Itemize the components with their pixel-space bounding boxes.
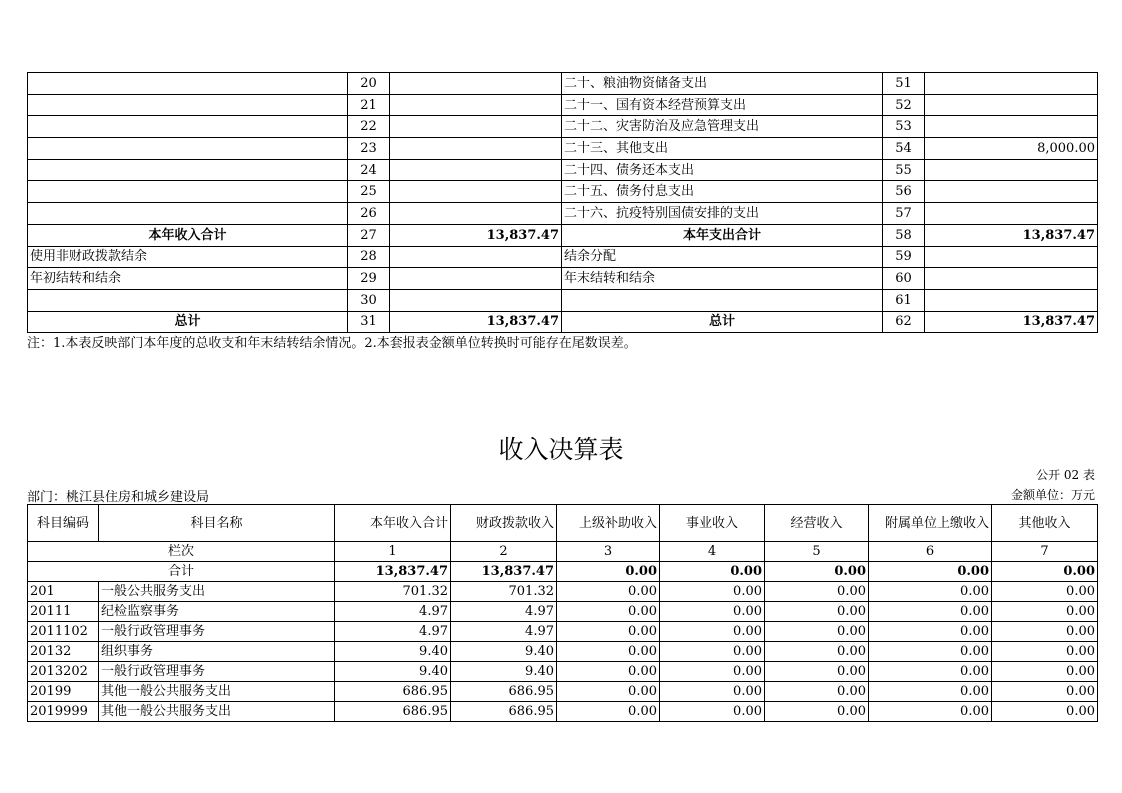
amount-cell: 0.00 xyxy=(992,622,1098,642)
unit-label: 金额单位：万元 xyxy=(1010,488,1095,502)
expense-item-cell: 本年支出合计 xyxy=(562,224,883,246)
expense-item-cell: 二十一、国有资本经营预算支出 xyxy=(562,94,883,116)
subject-name-cell: 其他一般公共服务支出 xyxy=(99,702,335,722)
amount-cell: 0.00 xyxy=(992,642,1098,662)
table-row xyxy=(28,582,1098,602)
amount-cell: 4.97 xyxy=(335,602,451,622)
amount-cell: 0.00 xyxy=(992,682,1098,702)
page-title: 收入决算表 xyxy=(498,435,624,464)
income-line-number: 28 xyxy=(348,246,390,268)
amount-cell: 0.00 xyxy=(660,682,765,702)
summary-row xyxy=(28,268,1098,290)
income-line-number: 22 xyxy=(348,116,390,138)
amount-cell: 9.40 xyxy=(451,642,557,662)
income-item-cell xyxy=(28,138,348,160)
col-number-cell: 3 xyxy=(557,542,660,562)
amount-cell: 0.00 xyxy=(557,682,660,702)
col-number-cell: 4 xyxy=(660,542,765,562)
header-cell: 上级补助收入 xyxy=(557,505,660,542)
income-line-number: 24 xyxy=(348,159,390,181)
amount-cell: 0.00 xyxy=(992,702,1098,722)
expense-amount-cell xyxy=(925,73,1098,95)
amount-cell: 4.97 xyxy=(335,622,451,642)
header-cell: 科目编码 xyxy=(28,505,99,542)
subject-code-cell: 2013202 xyxy=(28,662,99,682)
amount-cell: 701.32 xyxy=(451,582,557,602)
expense-amount-cell xyxy=(925,181,1098,203)
amount-cell: 0.00 xyxy=(992,662,1098,682)
summary-row xyxy=(28,94,1098,116)
amount-cell: 0.00 xyxy=(557,662,660,682)
subject-name-cell: 一般行政管理事务 xyxy=(99,622,335,642)
subject-code-cell: 201 xyxy=(28,582,99,602)
amount-cell: 0.00 xyxy=(557,622,660,642)
income-item-cell: 年初结转和结余 xyxy=(28,268,348,290)
col-number-cell: 5 xyxy=(765,542,869,562)
income-line-number: 29 xyxy=(348,268,390,290)
summary-table xyxy=(27,72,1098,333)
header-cell: 财政拨款收入 xyxy=(451,505,557,542)
amount-cell: 4.97 xyxy=(451,622,557,642)
income-amount-cell xyxy=(390,181,562,203)
expense-line-number: 53 xyxy=(883,116,925,138)
header-cell: 科目名称 xyxy=(99,505,335,542)
summary-row xyxy=(28,289,1098,311)
income-item-cell xyxy=(28,181,348,203)
table-row xyxy=(28,702,1098,722)
income-item-cell xyxy=(28,289,348,311)
income-amount-cell xyxy=(390,94,562,116)
income-item-cell xyxy=(28,116,348,138)
expense-item-cell: 二十五、债务付息支出 xyxy=(562,181,883,203)
table-row xyxy=(28,662,1098,682)
expense-amount-cell xyxy=(925,203,1098,225)
amount-cell: 4.97 xyxy=(451,602,557,622)
expense-item-cell: 结余分配 xyxy=(562,246,883,268)
col-number-cell: 1 xyxy=(335,542,451,562)
subject-code-cell: 2019999 xyxy=(28,702,99,722)
amount-cell: 0.00 xyxy=(557,582,660,602)
expense-line-number: 62 xyxy=(883,311,925,333)
subject-name-cell: 组织事务 xyxy=(99,642,335,662)
col-number-cell: 2 xyxy=(451,542,557,562)
expense-amount-cell xyxy=(925,116,1098,138)
summary-row xyxy=(28,138,1098,160)
income-line-number: 23 xyxy=(348,138,390,160)
amount-cell: 0.00 xyxy=(765,682,869,702)
expense-amount-cell: 8,000.00 xyxy=(925,138,1098,160)
income-amount-cell xyxy=(390,116,562,138)
income-amount-cell xyxy=(390,289,562,311)
income-line-number: 30 xyxy=(348,289,390,311)
summary-row xyxy=(28,73,1098,95)
total-value-cell: 13,837.47 xyxy=(451,562,557,582)
income-amount-cell xyxy=(390,268,562,290)
header-row xyxy=(28,505,1098,542)
amount-cell: 9.40 xyxy=(451,662,557,682)
total-value-cell: 0.00 xyxy=(660,562,765,582)
amount-cell: 0.00 xyxy=(660,662,765,682)
income-line-number: 27 xyxy=(348,224,390,246)
total-label-cell: 合计 xyxy=(28,562,335,582)
expense-line-number: 61 xyxy=(883,289,925,311)
expense-item-cell: 二十二、灾害防治及应急管理支出 xyxy=(562,116,883,138)
amount-cell: 0.00 xyxy=(660,642,765,662)
amount-cell: 0.00 xyxy=(869,702,992,722)
income-item-cell: 本年收入合计 xyxy=(28,224,348,246)
income-amount-cell xyxy=(390,138,562,160)
amount-cell: 0.00 xyxy=(765,582,869,602)
expense-amount-cell xyxy=(925,94,1098,116)
income-item-cell xyxy=(28,203,348,225)
expense-amount-cell xyxy=(925,159,1098,181)
subject-name-cell: 一般行政管理事务 xyxy=(99,662,335,682)
income-amount-cell xyxy=(390,246,562,268)
summary-row xyxy=(28,181,1098,203)
income-line-number: 31 xyxy=(348,311,390,333)
income-table xyxy=(27,504,1098,722)
subject-code-cell: 20111 xyxy=(28,602,99,622)
income-item-cell: 使用非财政拨款结余 xyxy=(28,246,348,268)
expense-amount-cell: 13,837.47 xyxy=(925,311,1098,333)
amount-cell: 0.00 xyxy=(557,602,660,622)
header-cell: 附属单位上缴收入 xyxy=(869,505,992,542)
expense-item-cell: 二十、粮油物资储备支出 xyxy=(562,73,883,95)
summary-row xyxy=(28,246,1098,268)
amount-cell: 0.00 xyxy=(869,582,992,602)
form-code: 公开 02 表 xyxy=(1036,468,1095,482)
income-line-number: 25 xyxy=(348,181,390,203)
total-row xyxy=(28,562,1098,582)
table-row xyxy=(28,642,1098,662)
table-row xyxy=(28,602,1098,622)
expense-line-number: 58 xyxy=(883,224,925,246)
expense-item-cell: 二十四、债务还本支出 xyxy=(562,159,883,181)
col-number-cell: 7 xyxy=(992,542,1098,562)
expense-line-number: 52 xyxy=(883,94,925,116)
expense-line-number: 54 xyxy=(883,138,925,160)
total-value-cell: 0.00 xyxy=(765,562,869,582)
amount-cell: 0.00 xyxy=(660,602,765,622)
table-row xyxy=(28,622,1098,642)
subject-code-cell: 20199 xyxy=(28,682,99,702)
total-value-cell: 13,837.47 xyxy=(335,562,451,582)
amount-cell: 0.00 xyxy=(869,662,992,682)
header-cell: 其他收入 xyxy=(992,505,1098,542)
amount-cell: 0.00 xyxy=(660,582,765,602)
expense-item-cell: 二十六、抗疫特别国债安排的支出 xyxy=(562,203,883,225)
expense-amount-cell: 13,837.47 xyxy=(925,224,1098,246)
amount-cell: 0.00 xyxy=(869,602,992,622)
amount-cell: 0.00 xyxy=(765,622,869,642)
amount-cell: 686.95 xyxy=(335,682,451,702)
expense-line-number: 51 xyxy=(883,73,925,95)
income-item-cell xyxy=(28,73,348,95)
amount-cell: 0.00 xyxy=(557,702,660,722)
table-note: 注：1.本表反映部门本年度的总收支和年末结转结余情况。2.本套报表金额单位转换时可能存在尾数误差。 xyxy=(27,336,637,351)
expense-item-cell: 二十三、其他支出 xyxy=(562,138,883,160)
subject-name-cell: 一般公共服务支出 xyxy=(99,582,335,602)
amount-cell: 0.00 xyxy=(765,662,869,682)
amount-cell: 0.00 xyxy=(992,602,1098,622)
income-item-cell xyxy=(28,94,348,116)
col-label-cell: 栏次 xyxy=(28,542,335,562)
amount-cell: 0.00 xyxy=(869,642,992,662)
income-item-cell xyxy=(28,159,348,181)
amount-cell: 686.95 xyxy=(451,682,557,702)
col-number-cell: 6 xyxy=(869,542,992,562)
amount-cell: 686.95 xyxy=(335,702,451,722)
summary-row xyxy=(28,224,1098,246)
header-cell: 事业收入 xyxy=(660,505,765,542)
amount-cell: 0.00 xyxy=(557,642,660,662)
expense-item-cell: 年末结转和结余 xyxy=(562,268,883,290)
amount-cell: 0.00 xyxy=(660,702,765,722)
subject-name-cell: 其他一般公共服务支出 xyxy=(99,682,335,702)
amount-cell: 9.40 xyxy=(335,642,451,662)
expense-item-cell: 总计 xyxy=(562,311,883,333)
total-value-cell: 0.00 xyxy=(869,562,992,582)
subject-code-cell: 20132 xyxy=(28,642,99,662)
summary-row xyxy=(28,203,1098,225)
column-number-row xyxy=(28,542,1098,562)
income-line-number: 26 xyxy=(348,203,390,225)
total-value-cell: 0.00 xyxy=(992,562,1098,582)
expense-line-number: 56 xyxy=(883,181,925,203)
expense-line-number: 55 xyxy=(883,159,925,181)
expense-line-number: 60 xyxy=(883,268,925,290)
amount-cell: 701.32 xyxy=(335,582,451,602)
income-line-number: 20 xyxy=(348,73,390,95)
table-row xyxy=(28,682,1098,702)
expense-line-number: 57 xyxy=(883,203,925,225)
total-value-cell: 0.00 xyxy=(557,562,660,582)
expense-amount-cell xyxy=(925,289,1098,311)
expense-line-number: 59 xyxy=(883,246,925,268)
amount-cell: 0.00 xyxy=(992,582,1098,602)
amount-cell: 0.00 xyxy=(660,622,765,642)
amount-cell: 9.40 xyxy=(335,662,451,682)
income-line-number: 21 xyxy=(348,94,390,116)
expense-item-cell xyxy=(562,289,883,311)
department-label: 部门：桃江县住房和城乡建设局 xyxy=(27,490,210,505)
income-item-cell: 总计 xyxy=(28,311,348,333)
summary-row xyxy=(28,116,1098,138)
income-amount-cell: 13,837.47 xyxy=(390,224,562,246)
amount-cell: 0.00 xyxy=(869,682,992,702)
amount-cell: 0.00 xyxy=(869,622,992,642)
income-amount-cell xyxy=(390,203,562,225)
amount-cell: 0.00 xyxy=(765,602,869,622)
amount-cell: 0.00 xyxy=(765,702,869,722)
income-amount-cell xyxy=(390,159,562,181)
header-cell: 经营收入 xyxy=(765,505,869,542)
expense-amount-cell xyxy=(925,246,1098,268)
header-cell: 本年收入合计 xyxy=(335,505,451,542)
amount-cell: 686.95 xyxy=(451,702,557,722)
income-amount-cell: 13,837.47 xyxy=(390,311,562,333)
amount-cell: 0.00 xyxy=(765,642,869,662)
summary-row xyxy=(28,159,1098,181)
summary-row xyxy=(28,311,1098,333)
subject-name-cell: 纪检监察事务 xyxy=(99,602,335,622)
subject-code-cell: 2011102 xyxy=(28,622,99,642)
expense-amount-cell xyxy=(925,268,1098,290)
income-amount-cell xyxy=(390,73,562,95)
